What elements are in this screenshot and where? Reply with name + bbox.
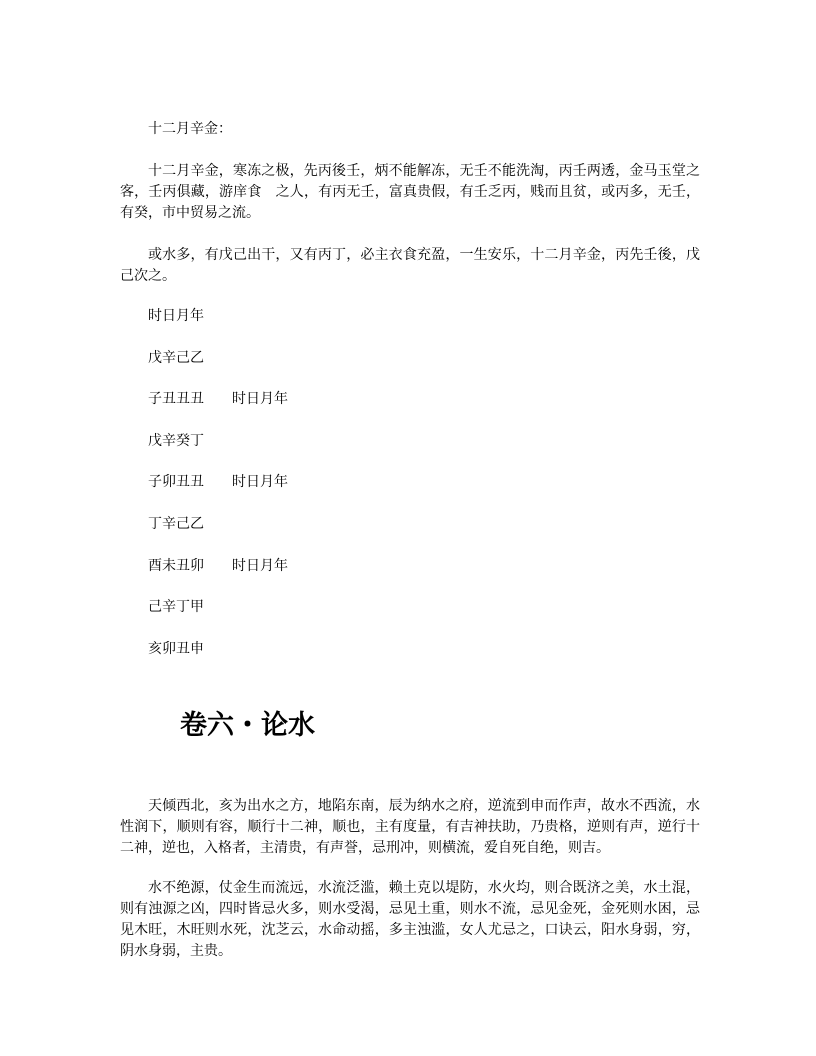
paragraph: 水不绝源，仗金生而流远，水流泛滥，赖土克以堤防，水火均，则合既济之美，水土混，则有浊源之凶，四时皆忌火多，则水受渴，忌见土重，则水不流，忌见金死，金死则水困，忌见木旺，木旺则水死，沈芝云，水命动摇，多主浊滥，女人尤忌之，口诀云，阳水身弱，穷，阴水身弱，主贵。 — [120, 880, 700, 959]
paragraph: 或水多，有戊己出干，又有丙丁，必主衣食充盈，一生安乐，十二月辛金，丙先壬後，戊己次之。 — [120, 247, 700, 284]
chart-line-side-label: 时日月年 — [232, 391, 288, 407]
chart-line-text: 子卯丑丑 — [148, 474, 204, 490]
chart-line-text: 子丑丑丑 — [148, 391, 204, 407]
chart-line — [148, 348, 204, 369]
chart-line — [148, 431, 204, 452]
chart-line — [148, 597, 204, 618]
chart-line — [148, 639, 204, 660]
chart-line — [148, 389, 288, 410]
chart-line-text: 亥卯丑申 — [148, 641, 204, 657]
paragraph: 天倾西北，亥为出水之方，地陷东南，辰为纳水之府，逆流到申而作声，故水不西流，水性润下，顺则有容，顺行十二神，顺也，主有度量，有吉神扶助，乃贵格，逆则有声，逆行十二神，逆也，入格者，主清贵，有声誉，忌刑冲，则横流，爱自死自绝，则吉。 — [120, 798, 700, 856]
chapter-heading: 卷六・论水 — [180, 710, 315, 741]
chart-line-text: 己辛丁甲 — [148, 599, 204, 615]
paragraph: 十二月辛金，寒冻之极，先丙後壬，炳不能解冻，无壬不能洗淘，丙壬两透，金马玉堂之客，壬丙俱藏，游庠食 之人，有丙无壬，富真贵假，有壬乏丙，贱而且贫，或丙多，无壬，有癸，市中贸易之流。 — [120, 163, 700, 221]
chart-line — [148, 472, 288, 493]
chart-line-text: 酉未丑卯 — [148, 558, 204, 574]
chart-line — [148, 556, 288, 577]
section-title: 十二月辛金： — [148, 121, 232, 137]
chart-line — [148, 514, 204, 535]
chart-line-text: 时日月年 — [148, 308, 204, 324]
chart-line-side-label: 时日月年 — [232, 474, 288, 490]
chart-line-text: 戊辛己乙 — [148, 350, 204, 366]
chart-line-text: 戊辛癸丁 — [148, 433, 204, 449]
chart-line-side-label: 时日月年 — [232, 558, 288, 574]
chart-line — [148, 306, 204, 327]
chart-line-text: 丁辛己乙 — [148, 516, 204, 532]
